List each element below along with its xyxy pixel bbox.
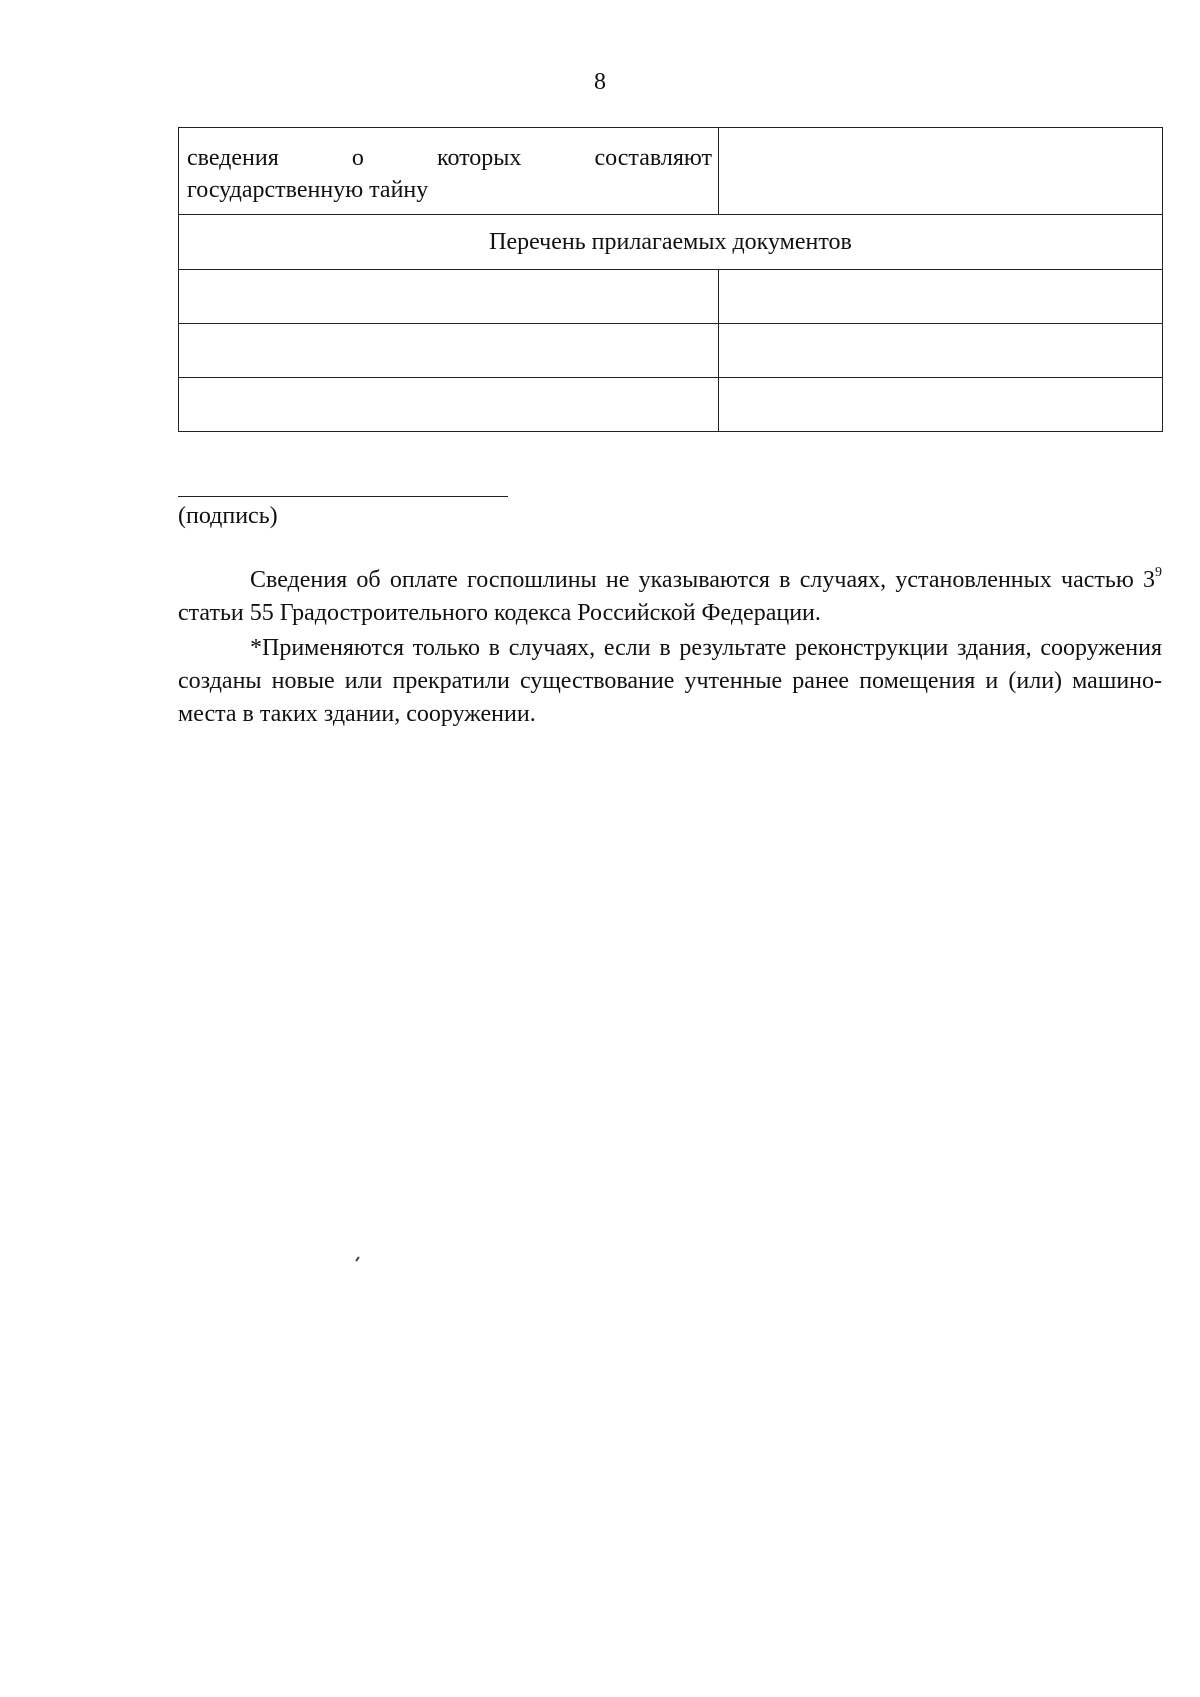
document-cell-left[interactable] xyxy=(179,378,719,432)
table-row xyxy=(179,128,1163,215)
classified-info-label-cell xyxy=(179,128,719,215)
document-cell-left[interactable] xyxy=(179,270,719,324)
table-row xyxy=(179,324,1163,378)
fee-note-text-part1: Сведения об оплате госпошлины не указываются в случаях, установленных частью 3 xyxy=(250,567,1155,593)
document-cell-right[interactable] xyxy=(719,324,1163,378)
word: которых xyxy=(437,145,522,171)
fee-note-text-part2: статьи 55 Градостроительного кодекса Российской Федерации. xyxy=(178,600,821,626)
table-row xyxy=(179,215,1163,270)
document-cell-left[interactable] xyxy=(179,324,719,378)
classified-info-line1 xyxy=(187,142,712,174)
document-cell-right[interactable] xyxy=(719,270,1163,324)
table-row xyxy=(179,378,1163,432)
word: сведения xyxy=(187,145,279,171)
word: составляют xyxy=(594,145,712,171)
attached-documents-header: Перечень прилагаемых документов xyxy=(179,215,1163,270)
footnote-paragraph: *Применяются только в случаях, если в результате реконструкции здания, сооружения созданы новые или прекратили существование учтенные ранее помещения и (или) машино-места в таких здании, сооружении. xyxy=(178,635,1162,727)
documents-table xyxy=(178,127,1163,432)
scan-speck xyxy=(355,1256,360,1261)
signature-label: (подпись) xyxy=(178,503,278,529)
fee-note-paragraph xyxy=(178,564,1162,630)
classified-info-value-cell[interactable] xyxy=(719,128,1163,215)
document-cell-right[interactable] xyxy=(719,378,1163,432)
table-row xyxy=(179,270,1163,324)
signature-line[interactable] xyxy=(178,496,508,497)
fee-note-superscript: 9 xyxy=(1155,565,1162,580)
classified-info-line2: государственную тайну xyxy=(187,177,429,203)
notes xyxy=(178,564,1162,733)
word: о xyxy=(351,145,364,171)
page-number: 8 xyxy=(594,69,606,95)
